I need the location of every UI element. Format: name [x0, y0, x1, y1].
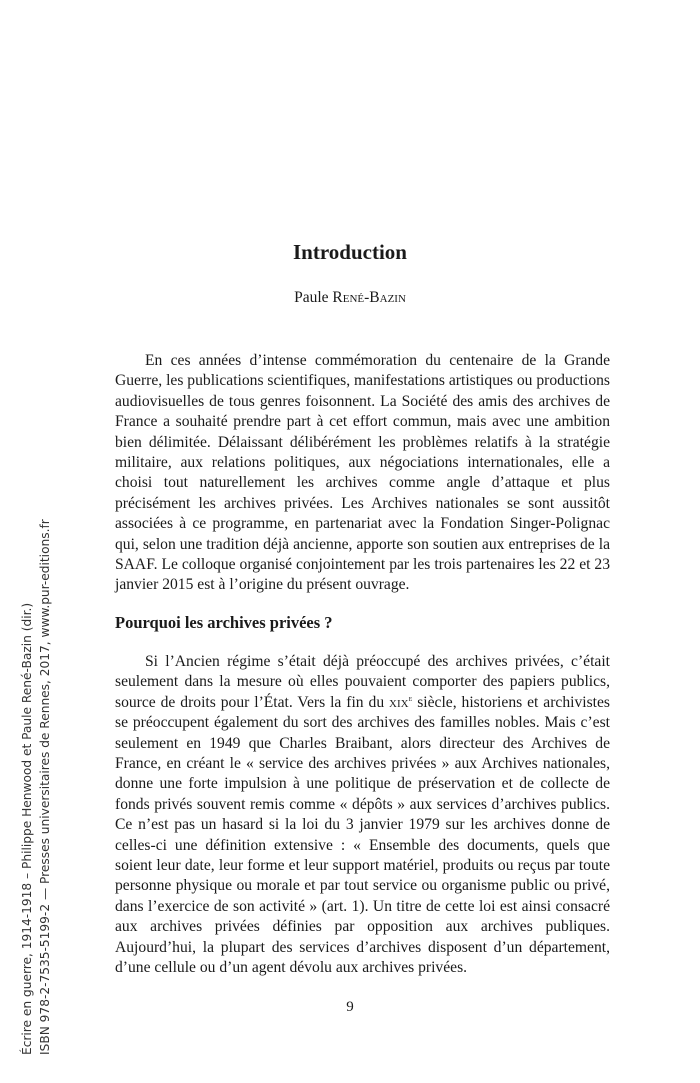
century-superscript: e — [408, 692, 413, 703]
sidebar-line-isbn: ISBN 978-2-7535-5199-2 — Presses universitaires de Rennes, 2017, www.pur-editions.fr — [38, 519, 52, 1055]
copyright-sidebar — [18, 45, 72, 1055]
author-last-name: René-Bazin — [332, 289, 406, 306]
sidebar-line-book: Écrire en guerre, 1914-1918 – Philippe Henwood et Paule René-Bazin (dir.) — [20, 602, 34, 1055]
century-numeral: xix — [389, 693, 409, 711]
page-number: 9 — [346, 999, 354, 1015]
section-text-before: Si l’Ancien régime s’était déjà préoccupé des archives privées, c’était seulement dans la mesure où elles pouvaient comporter des papiers publics, source de droits pour l’État. Vers la fin du — [115, 653, 610, 711]
section-heading: Pourquoi les archives privées ? — [115, 613, 333, 632]
section-paragraph — [115, 652, 610, 979]
intro-paragraph: En ces années d’intense commémoration du centenaire de la Grande Guerre, les publications scientifiques, manifestations artistiques ou productions audiovisuelles de tous genres foisonnent. La Société des amis des archives de France a souhaité prendre part à cet effort commun, mais avec une ambition bien délimitée. Délaissant délibérément les problèmes relatifs à la stratégie militaire, aux relations politiques, aux négociations internationales, elle a choisi tout naturellement les archives comme angle d’attaque et plus précisément les archives privées. Les Archives nationales se sont aussitôt associées à ce programme, en partenariat avec la Fondation Singer-Polignac qui, selon une tradition déjà ancienne, apporte son soutien aux entreprises de la SAAF. Le colloque organisé conjointement par les trois partenaires les 22 et 23 janvier 2015 est à l’origine du présent ouvrage. — [115, 352, 610, 594]
chapter-author — [0, 289, 700, 307]
chapter-title: Introduction — [293, 240, 407, 264]
author-first-name: Paule — [294, 289, 333, 306]
section-text-after: siècle, historiens et archivistes se préoccupent également du sort des archives des familles nobles. Mais c’est seulement en 1949 que Charles Braibant, alors directeur des Archives de France, en créant le « service des archives privées » aux Archives nationales, donne une forte impulsion à une politique de préservation et de collecte de fonds privés souvent remis comme « dépôts » aux services d’archives publics. Ce n’est pas un hasard si la loi du 3 janvier 1979 sur les archives donne de celles-ci une définition extensive : « Ensemble des documents, quels que soient leur date, leur forme et leur support matériel, produits ou reçus par toute personne physique ou morale et par tout service ou organisme public ou privé, dans l’exercice de son activité » (art. 1). Un titre de cette loi est ainsi consacré aux archives privées définies par opposition aux archives publiques. Aujourd’hui, la plupart des services d’archives disposent d’un département, d’une cellule ou d’un agent dévolu aux archives privées. — [115, 693, 610, 977]
